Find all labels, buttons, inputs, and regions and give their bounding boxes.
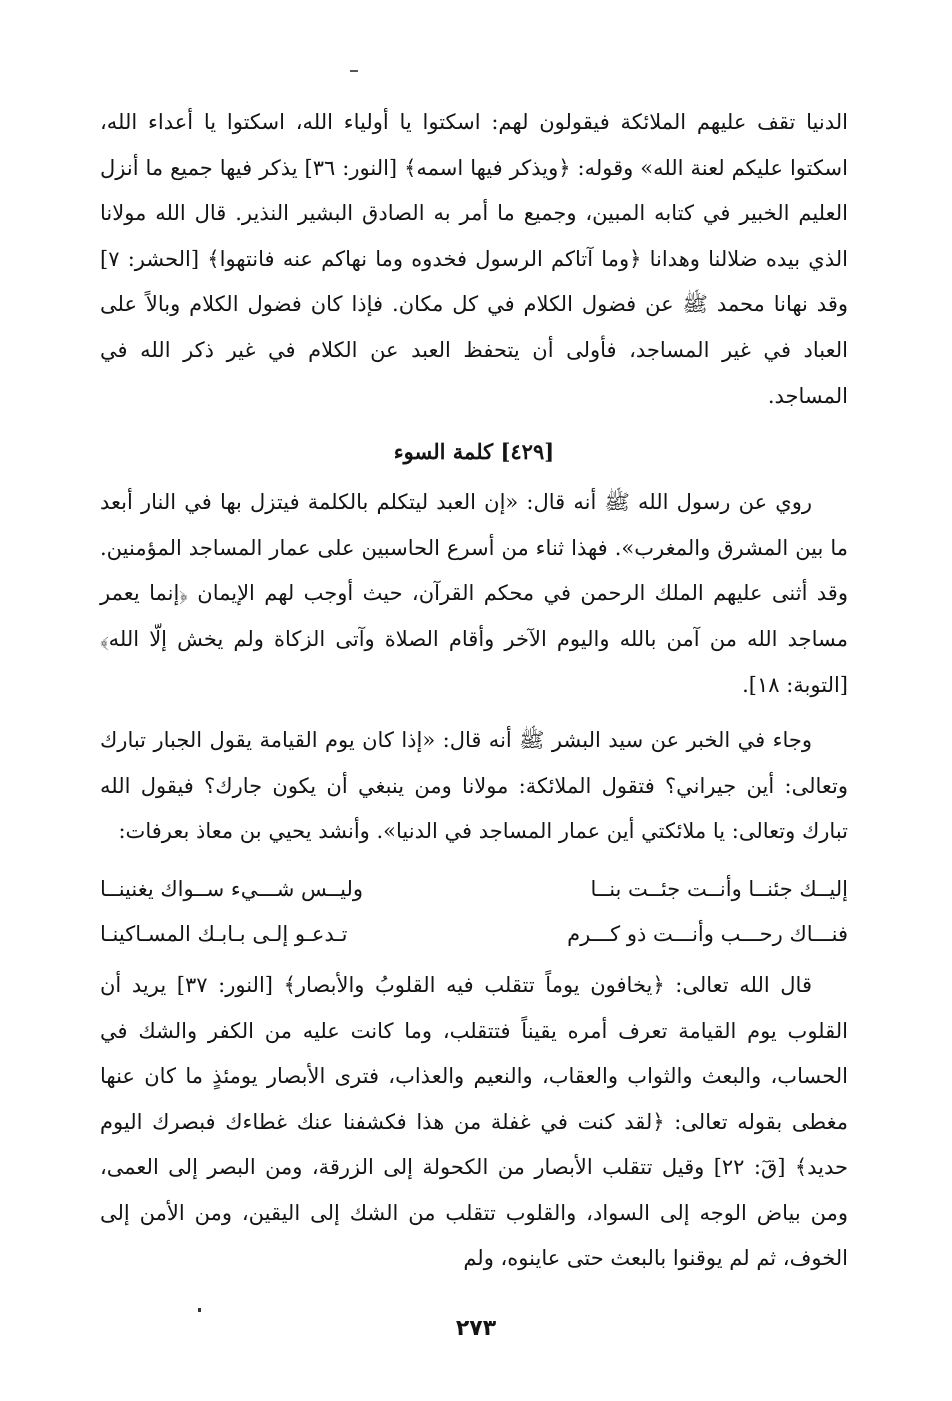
scan-mark [198, 1308, 201, 1312]
scan-mark [350, 70, 358, 72]
page-number: ٢٧٣ [455, 1316, 497, 1341]
paragraph-1: الدنيا تقف عليهم الملائكة فيقولون لهم: اسكتوا يا أولياء الله، اسكتوا يا أعداء الله، اسكتوا عليكم لعنة الله» وقوله: ﴿ويذكر فيها اسمه﴾ [النور: ٣٦] يذكر فيها جميع ما أنزل العليم الخبير في كتابه المبين، وجميع ما أمر به الصادق البشير النذير. قال الله مولانا الذي بيده ضلالنا وهدانا ﴿وما آتاكم الرسول فخدوه وما نهاكم عنه فانتهوا﴾ [الحشر: ٧] وقد نهانا محمد ﷺ عن فضول الكلام في كل مكان. فإذا كان فضول الكلام وبالاً على العباد في غير المساجد، فأولى أن يتحفظ العبد عن الكلام في غير ذكر الله في المساجد. [100, 110, 848, 408]
poem-verse [100, 912, 848, 957]
paragraph-2: روي عن رسول الله ﷺ أنه قال: «إن العبد ليتكلم بالكلمة فيتزل بها في النار أبعد ما بين المشرق والمغرب». فهذا ثناء من أسرع الحاسبين على عمار المساجد المؤمنين. وقد أثنى عليهم الملك الرحمن في محكم القرآن، حيث أوجب لهم الإيمان ﴿إنما يعمر مساجد الله من آمن بالله واليوم الآخر وأقام الصلاة وآتى الزكاة ولم يخش إلّا الله﴾ [التوبة: ١٨]. [100, 490, 848, 697]
poem-hemistich-second: تـدعـو إلـى بـابـك المسـاكينـا [100, 921, 348, 946]
poem-hemistich-second: وليــس شـــيء ســواك يغنينــا [100, 876, 363, 901]
page-body [100, 100, 848, 1282]
poem-hemistich-first: إليــك جئنــا وأنــت جئــت بنــا [590, 876, 848, 901]
paragraph-4: قال الله تعالى: ﴿يخافون يوماً تتقلب فيه القلوبُ والأبصار﴾ [النور: ٣٧] يريد أن القلوب يوم القيامة تعرف أمره يقيناً فتتقلب، وما كانت عليه من الكفر والشك في الحساب، والبعث والثواب والعقاب، والنعيم والعذاب، فترى الأبصار يومئذٍ ما كان عنها مغطى بقوله تعالى: ﴿لقد كنت في غفلة من هذا فكشفنا عنك غطاءك فبصرك اليوم حديد﴾ [قٓ: ٢٢] وقيل تتقلب الأبصار من الكحولة إلى الزرقة، ومن البصر إلى العمى، ومن بياض الوجه إلى السواد، والقلوب تتقلب من الشك إلى اليقين، ومن الأمن إلى الخوف، ثم لم يوقنوا بالبعث حتى عاينوه، ولم [100, 972, 848, 1271]
section-heading: [٤٢٩] كلمة السوء [393, 439, 555, 465]
poem-verse [100, 867, 848, 912]
poem-hemistich-first: فنـــاك رحـــب وأنـــت ذو كـــرم [567, 921, 848, 946]
poem [100, 867, 848, 957]
paragraph-3: وجاء في الخبر عن سيد البشر ﷺ أنه قال: «إذا كان يوم القيامة يقول الجبار تبارك وتعالى: أين جيراني؟ فتقول الملائكة: مولانا ومن ينبغي أن يكون جارك؟ فيقول الله تبارك وتعالى: يا ملائكتي أين عمار المساجد في الدنيا». وأنشد يحيي بن معاذ بعرفات: [100, 728, 848, 844]
